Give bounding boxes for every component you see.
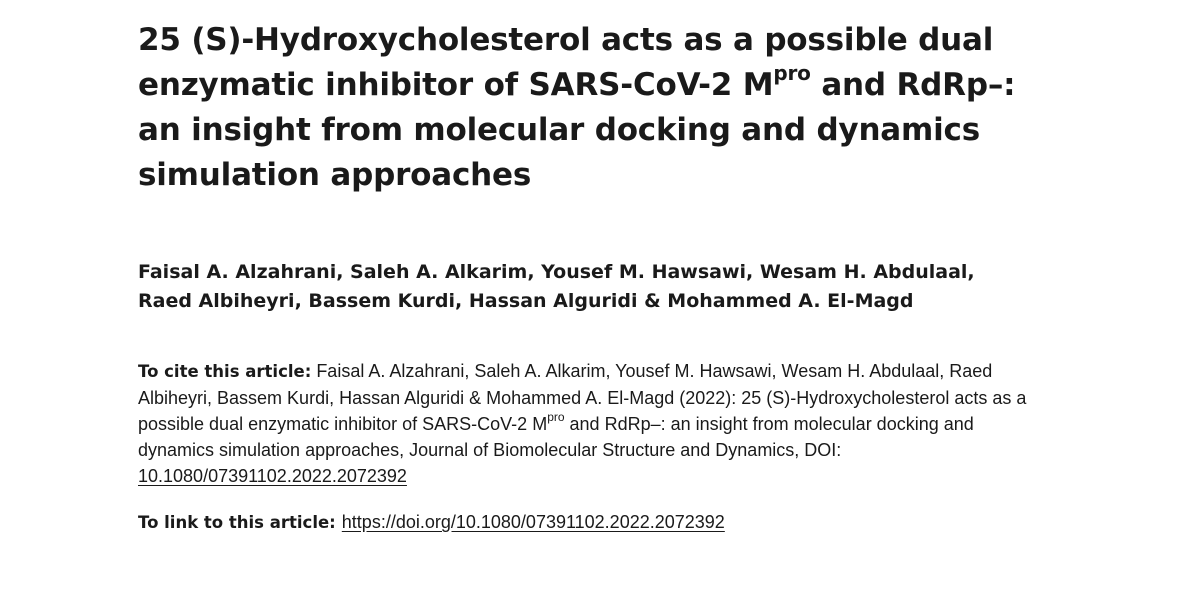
article-url-link[interactable]: https://doi.org/10.1080/07391102.2022.2072392 xyxy=(341,512,725,532)
title-text-part2: and RdRp–: an insight from molecular docking and dynamics simulation approaches xyxy=(138,67,1016,193)
citation-text-part1: Faisal A. Alzahrani, Saleh A. Alkarim, Yousef M. Hawsawi, Wesam H. Abdulaal, Raed Albiheyri, Bassem Kurdi, Hassan Alguridi & Mohammed A. El-Magd (2022): 25 (S)-Hydroxycholesterol acts as a possible dual enzymatic inhibitor of SARS-CoV-2 M xyxy=(138,361,1027,434)
link-label: To link to this article: xyxy=(138,513,336,532)
doi-link[interactable]: 10.1080/07391102.2022.2072392 xyxy=(138,466,407,486)
article-cover xyxy=(138,18,1038,536)
author-list: Faisal A. Alzahrani, Saleh A. Alkarim, Yousef M. Hawsawi, Wesam H. Abdulaal, Raed Albiheyri, Bassem Kurdi, Hassan Alguridi & Mohammed A. El-Magd xyxy=(138,261,975,312)
citation-label: To cite this article: xyxy=(138,362,312,381)
title-text-part1: 25 (S)-Hydroxycholesterol acts as a possible dual enzymatic inhibitor of SARS-CoV-2 M xyxy=(138,22,994,103)
title-superscript: pro xyxy=(773,60,811,85)
citation-block xyxy=(138,358,1038,489)
article-title xyxy=(138,18,1038,198)
citation-text-part2: and RdRp–: an insight from molecular docking and dynamics simulation approaches, Journal of Biomolecular Structure and Dynamics, DOI: xyxy=(138,414,974,460)
article-link-line xyxy=(138,509,1038,536)
citation-superscript: pro xyxy=(547,410,565,424)
